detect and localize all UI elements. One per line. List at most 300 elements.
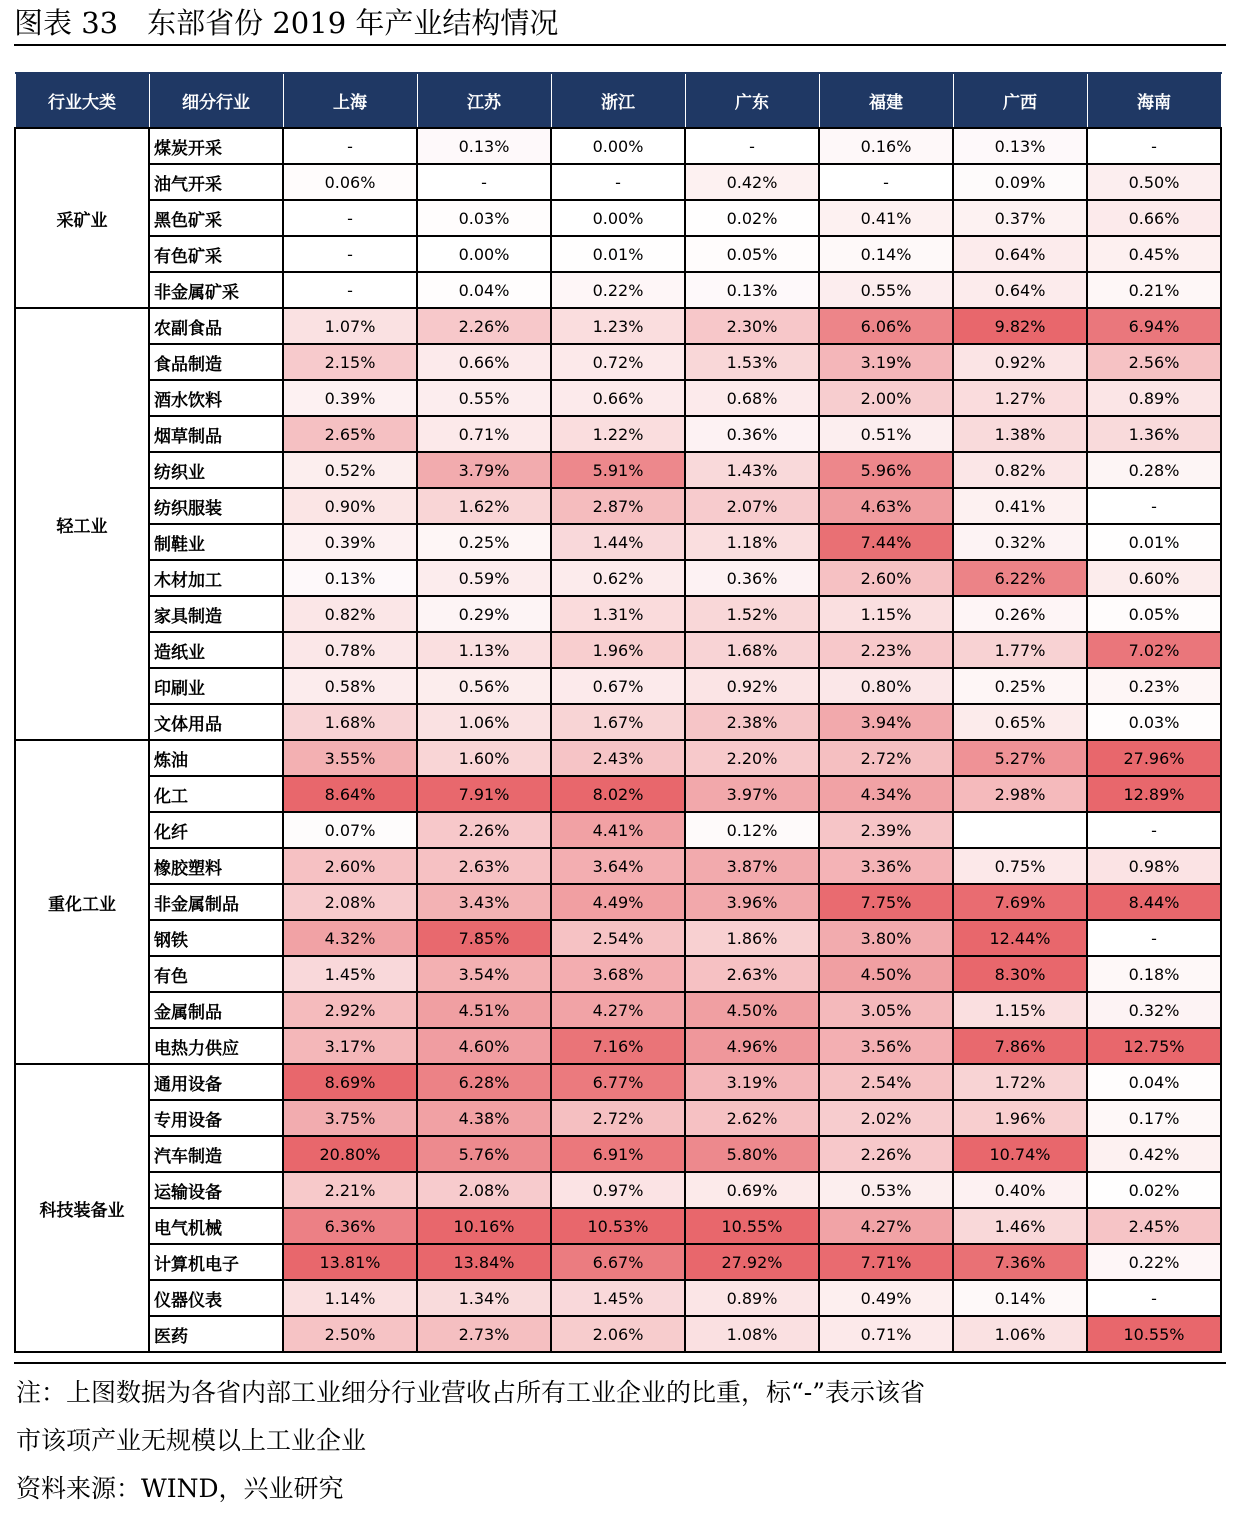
value-cell: 9.82% xyxy=(953,308,1087,344)
table-row xyxy=(15,848,1221,884)
sub-industry-cell: 汽车制造 xyxy=(149,1136,283,1172)
sub-industry-cell: 有色 xyxy=(149,956,283,992)
value-cell: 4.49% xyxy=(551,884,685,920)
value-cell: 0.92% xyxy=(685,668,819,704)
value-cell: 3.75% xyxy=(283,1100,417,1136)
industry-structure-table xyxy=(14,72,1222,1353)
header-cell: 细分行业 xyxy=(149,73,283,128)
value-cell: 6.36% xyxy=(283,1208,417,1244)
table-row xyxy=(15,740,1221,776)
value-cell: 0.07% xyxy=(283,812,417,848)
table-row xyxy=(15,272,1221,308)
value-cell: 1.77% xyxy=(953,632,1087,668)
value-cell: 0.65% xyxy=(953,704,1087,740)
value-cell: 2.98% xyxy=(953,776,1087,812)
header-cell: 海南 xyxy=(1087,73,1221,128)
value-cell: 0.53% xyxy=(819,1172,953,1208)
value-cell: 0.49% xyxy=(819,1280,953,1316)
value-cell: 2.26% xyxy=(417,812,551,848)
table-row xyxy=(15,200,1221,236)
value-cell: 7.44% xyxy=(819,524,953,560)
value-cell: 27.96% xyxy=(1087,740,1221,776)
table-row xyxy=(15,344,1221,380)
value-cell: 4.50% xyxy=(685,992,819,1028)
value-cell: 0.55% xyxy=(819,272,953,308)
value-cell: 0.62% xyxy=(551,560,685,596)
value-cell: 1.60% xyxy=(417,740,551,776)
value-cell: 0.00% xyxy=(551,128,685,164)
value-cell: 12.75% xyxy=(1087,1028,1221,1064)
value-cell: 0.12% xyxy=(685,812,819,848)
value-cell: 4.38% xyxy=(417,1100,551,1136)
value-cell: - xyxy=(685,128,819,164)
table-row xyxy=(15,1244,1221,1280)
table-row xyxy=(15,884,1221,920)
table-row xyxy=(15,1208,1221,1244)
value-cell: 0.64% xyxy=(953,272,1087,308)
value-cell: - xyxy=(283,236,417,272)
value-cell: 0.60% xyxy=(1087,560,1221,596)
value-cell: 7.86% xyxy=(953,1028,1087,1064)
value-cell: 4.32% xyxy=(283,920,417,956)
value-cell: 0.67% xyxy=(551,668,685,704)
sub-industry-cell: 电热力供应 xyxy=(149,1028,283,1064)
value-cell: 0.22% xyxy=(1087,1244,1221,1280)
value-cell: 5.27% xyxy=(953,740,1087,776)
value-cell: 10.16% xyxy=(417,1208,551,1244)
value-cell: 0.02% xyxy=(685,200,819,236)
value-cell: 5.76% xyxy=(417,1136,551,1172)
value-cell: 7.71% xyxy=(819,1244,953,1280)
value-cell: - xyxy=(1087,1280,1221,1316)
value-cell: 10.55% xyxy=(1087,1316,1221,1352)
sub-industry-cell: 家具制造 xyxy=(149,596,283,632)
value-cell: 1.18% xyxy=(685,524,819,560)
value-cell: 1.23% xyxy=(551,308,685,344)
value-cell: 8.02% xyxy=(551,776,685,812)
value-cell: 0.16% xyxy=(819,128,953,164)
value-cell: 2.73% xyxy=(417,1316,551,1352)
value-cell: 6.94% xyxy=(1087,308,1221,344)
value-cell: 0.66% xyxy=(1087,200,1221,236)
sub-industry-cell: 木材加工 xyxy=(149,560,283,596)
value-cell: 0.66% xyxy=(417,344,551,380)
value-cell: 6.28% xyxy=(417,1064,551,1100)
value-cell: 10.55% xyxy=(685,1208,819,1244)
value-cell: 0.51% xyxy=(819,416,953,452)
value-cell: 1.13% xyxy=(417,632,551,668)
sub-industry-cell: 造纸业 xyxy=(149,632,283,668)
table-row xyxy=(15,308,1221,344)
value-cell: 4.51% xyxy=(417,992,551,1028)
table-row xyxy=(15,488,1221,524)
value-cell: 4.34% xyxy=(819,776,953,812)
value-cell: 2.60% xyxy=(283,848,417,884)
value-cell: 0.59% xyxy=(417,560,551,596)
header-cell: 广东 xyxy=(685,73,819,128)
value-cell: 2.45% xyxy=(1087,1208,1221,1244)
value-cell: 7.16% xyxy=(551,1028,685,1064)
value-cell: 8.44% xyxy=(1087,884,1221,920)
header-cell: 广西 xyxy=(953,73,1087,128)
value-cell: 0.00% xyxy=(551,200,685,236)
value-cell: 3.96% xyxy=(685,884,819,920)
value-cell: 7.69% xyxy=(953,884,1087,920)
table-row xyxy=(15,560,1221,596)
title-divider xyxy=(14,44,1226,46)
value-cell: 8.69% xyxy=(283,1064,417,1100)
table-row xyxy=(15,236,1221,272)
table-row xyxy=(15,812,1221,848)
value-cell: 0.42% xyxy=(1087,1136,1221,1172)
sub-industry-cell: 纺织业 xyxy=(149,452,283,488)
table-row xyxy=(15,1028,1221,1064)
value-cell: 3.19% xyxy=(685,1064,819,1100)
sub-industry-cell: 文体用品 xyxy=(149,704,283,740)
value-cell: 10.53% xyxy=(551,1208,685,1244)
value-cell: 0.52% xyxy=(283,452,417,488)
value-cell: 6.06% xyxy=(819,308,953,344)
sub-industry-cell: 非金属制品 xyxy=(149,884,283,920)
value-cell: 1.53% xyxy=(685,344,819,380)
value-cell: 8.64% xyxy=(283,776,417,812)
value-cell: 2.08% xyxy=(417,1172,551,1208)
value-cell: 2.92% xyxy=(283,992,417,1028)
sub-industry-cell: 煤炭开采 xyxy=(149,128,283,164)
value-cell: 0.09% xyxy=(953,164,1087,200)
value-cell: 0.55% xyxy=(417,380,551,416)
sub-industry-cell: 油气开采 xyxy=(149,164,283,200)
value-cell: 0.04% xyxy=(417,272,551,308)
value-cell: 0.29% xyxy=(417,596,551,632)
sub-industry-cell: 制鞋业 xyxy=(149,524,283,560)
value-cell: 2.38% xyxy=(685,704,819,740)
value-cell: 2.72% xyxy=(819,740,953,776)
value-cell: 0.56% xyxy=(417,668,551,704)
table-row xyxy=(15,524,1221,560)
value-cell: 2.07% xyxy=(685,488,819,524)
sub-industry-cell: 烟草制品 xyxy=(149,416,283,452)
value-cell: 6.67% xyxy=(551,1244,685,1280)
value-cell: 0.05% xyxy=(685,236,819,272)
value-cell: 2.02% xyxy=(819,1100,953,1136)
value-cell: 7.36% xyxy=(953,1244,1087,1280)
value-cell: 7.91% xyxy=(417,776,551,812)
value-cell: 10.74% xyxy=(953,1136,1087,1172)
value-cell: 13.84% xyxy=(417,1244,551,1280)
value-cell: 3.68% xyxy=(551,956,685,992)
header-cell: 浙江 xyxy=(551,73,685,128)
table-row xyxy=(15,776,1221,812)
value-cell: 0.45% xyxy=(1087,236,1221,272)
value-cell: 2.15% xyxy=(283,344,417,380)
value-cell: 2.54% xyxy=(551,920,685,956)
table-row xyxy=(15,1280,1221,1316)
value-cell: 0.13% xyxy=(953,128,1087,164)
sub-industry-cell: 有色矿采 xyxy=(149,236,283,272)
table-header-row xyxy=(15,73,1221,128)
value-cell: 2.50% xyxy=(283,1316,417,1352)
note-line-1: 注：上图数据为各省内部工业细分行业营收占所有工业企业的比重，标“-”表示该省 xyxy=(16,1378,926,1407)
value-cell: 1.34% xyxy=(417,1280,551,1316)
sub-industry-cell: 金属制品 xyxy=(149,992,283,1028)
table-row xyxy=(15,164,1221,200)
table-body xyxy=(15,128,1221,1352)
value-cell: 0.02% xyxy=(1087,1172,1221,1208)
table-row xyxy=(15,416,1221,452)
header-cell: 福建 xyxy=(819,73,953,128)
value-cell: 0.36% xyxy=(685,560,819,596)
value-cell: 3.17% xyxy=(283,1028,417,1064)
value-cell: 1.46% xyxy=(953,1208,1087,1244)
value-cell: 5.80% xyxy=(685,1136,819,1172)
value-cell: 0.82% xyxy=(953,452,1087,488)
value-cell: 0.01% xyxy=(1087,524,1221,560)
value-cell: 1.36% xyxy=(1087,416,1221,452)
value-cell: 0.98% xyxy=(1087,848,1221,884)
value-cell: 1.08% xyxy=(685,1316,819,1352)
value-cell: 2.23% xyxy=(819,632,953,668)
value-cell: 4.60% xyxy=(417,1028,551,1064)
value-cell: 0.36% xyxy=(685,416,819,452)
value-cell: 2.08% xyxy=(283,884,417,920)
value-cell: 1.96% xyxy=(953,1100,1087,1136)
value-cell: 0.37% xyxy=(953,200,1087,236)
value-cell: 0.89% xyxy=(1087,380,1221,416)
value-cell: 0.06% xyxy=(283,164,417,200)
value-cell: 2.39% xyxy=(819,812,953,848)
value-cell: 1.31% xyxy=(551,596,685,632)
table-row xyxy=(15,1172,1221,1208)
value-cell: 2.43% xyxy=(551,740,685,776)
value-cell: 20.80% xyxy=(283,1136,417,1172)
value-cell: 1.27% xyxy=(953,380,1087,416)
value-cell: 2.06% xyxy=(551,1316,685,1352)
value-cell: 0.42% xyxy=(685,164,819,200)
value-cell: 0.72% xyxy=(551,344,685,380)
value-cell: 0.32% xyxy=(1087,992,1221,1028)
sub-industry-cell: 医药 xyxy=(149,1316,283,1352)
value-cell: 1.68% xyxy=(283,704,417,740)
value-cell: 0.58% xyxy=(283,668,417,704)
value-cell: 3.79% xyxy=(417,452,551,488)
value-cell: 1.52% xyxy=(685,596,819,632)
value-cell: 0.71% xyxy=(417,416,551,452)
value-cell: 3.94% xyxy=(819,704,953,740)
value-cell: 4.63% xyxy=(819,488,953,524)
note-line-2: 市该项产业无规模以上工业企业 xyxy=(16,1426,367,1455)
value-cell: 0.78% xyxy=(283,632,417,668)
value-cell: 2.87% xyxy=(551,488,685,524)
value-cell: 1.43% xyxy=(685,452,819,488)
sub-industry-cell: 纺织服装 xyxy=(149,488,283,524)
value-cell: 0.50% xyxy=(1087,164,1221,200)
value-cell: 1.96% xyxy=(551,632,685,668)
notes-divider xyxy=(14,1362,1226,1364)
value-cell: 0.82% xyxy=(283,596,417,632)
value-cell: 8.30% xyxy=(953,956,1087,992)
value-cell: 0.66% xyxy=(551,380,685,416)
value-cell: 2.72% xyxy=(551,1100,685,1136)
sub-industry-cell: 食品制造 xyxy=(149,344,283,380)
value-cell: 0.39% xyxy=(283,380,417,416)
value-cell: 27.92% xyxy=(685,1244,819,1280)
value-cell: 0.25% xyxy=(953,668,1087,704)
value-cell: 2.30% xyxy=(685,308,819,344)
value-cell: 6.91% xyxy=(551,1136,685,1172)
value-cell: 5.96% xyxy=(819,452,953,488)
sub-industry-cell: 印刷业 xyxy=(149,668,283,704)
header-cell: 行业大类 xyxy=(15,73,149,128)
value-cell: 0.22% xyxy=(551,272,685,308)
sub-industry-cell: 化纤 xyxy=(149,812,283,848)
value-cell: 3.54% xyxy=(417,956,551,992)
value-cell: 3.05% xyxy=(819,992,953,1028)
table-row xyxy=(15,452,1221,488)
sub-industry-cell: 通用设备 xyxy=(149,1064,283,1100)
value-cell: 2.26% xyxy=(417,308,551,344)
value-cell: 1.72% xyxy=(953,1064,1087,1100)
table-row xyxy=(15,704,1221,740)
value-cell: 0.75% xyxy=(953,848,1087,884)
value-cell: - xyxy=(1087,812,1221,848)
value-cell: 0.32% xyxy=(953,524,1087,560)
source-line: 资料来源：WIND，兴业研究 xyxy=(16,1474,344,1503)
value-cell: 0.21% xyxy=(1087,272,1221,308)
sub-industry-cell: 炼油 xyxy=(149,740,283,776)
sub-industry-cell: 计算机电子 xyxy=(149,1244,283,1280)
table-row xyxy=(15,920,1221,956)
sub-industry-cell: 农副食品 xyxy=(149,308,283,344)
value-cell: 4.27% xyxy=(819,1208,953,1244)
value-cell: 1.62% xyxy=(417,488,551,524)
table-row xyxy=(15,956,1221,992)
value-cell: 2.21% xyxy=(283,1172,417,1208)
value-cell: 0.05% xyxy=(1087,596,1221,632)
sub-industry-cell: 电气机械 xyxy=(149,1208,283,1244)
value-cell: 3.87% xyxy=(685,848,819,884)
value-cell: 6.77% xyxy=(551,1064,685,1100)
value-cell: 2.00% xyxy=(819,380,953,416)
table-row xyxy=(15,668,1221,704)
value-cell: 13.81% xyxy=(283,1244,417,1280)
value-cell: 3.64% xyxy=(551,848,685,884)
value-cell: 4.50% xyxy=(819,956,953,992)
value-cell: 1.06% xyxy=(953,1316,1087,1352)
value-cell: 3.97% xyxy=(685,776,819,812)
table-row xyxy=(15,380,1221,416)
sub-industry-cell: 黑色矿采 xyxy=(149,200,283,236)
value-cell: 3.36% xyxy=(819,848,953,884)
value-cell: 0.13% xyxy=(283,560,417,596)
value-cell: 2.63% xyxy=(685,956,819,992)
sub-industry-cell: 专用设备 xyxy=(149,1100,283,1136)
value-cell: 4.41% xyxy=(551,812,685,848)
table-row xyxy=(15,992,1221,1028)
value-cell: 0.13% xyxy=(685,272,819,308)
value-cell: - xyxy=(283,200,417,236)
sub-industry-cell: 钢铁 xyxy=(149,920,283,956)
value-cell: 0.41% xyxy=(819,200,953,236)
value-cell: - xyxy=(819,164,953,200)
header-cell: 上海 xyxy=(283,73,417,128)
sub-industry-cell: 仪器仪表 xyxy=(149,1280,283,1316)
value-cell: 1.45% xyxy=(283,956,417,992)
table-row xyxy=(15,596,1221,632)
value-cell: 1.22% xyxy=(551,416,685,452)
table-row xyxy=(15,128,1221,164)
value-cell: 6.22% xyxy=(953,560,1087,596)
sub-industry-cell: 化工 xyxy=(149,776,283,812)
value-cell: - xyxy=(283,272,417,308)
value-cell: 0.04% xyxy=(1087,1064,1221,1100)
value-cell: 2.26% xyxy=(819,1136,953,1172)
value-cell: 0.13% xyxy=(417,128,551,164)
value-cell: 1.67% xyxy=(551,704,685,740)
value-cell: 1.06% xyxy=(417,704,551,740)
value-cell: 5.91% xyxy=(551,452,685,488)
table-row xyxy=(15,632,1221,668)
value-cell: 0.25% xyxy=(417,524,551,560)
value-cell: 2.62% xyxy=(685,1100,819,1136)
value-cell: 1.07% xyxy=(283,308,417,344)
value-cell: - xyxy=(283,128,417,164)
value-cell: 0.14% xyxy=(953,1280,1087,1316)
value-cell: 1.15% xyxy=(953,992,1087,1028)
value-cell: 0.89% xyxy=(685,1280,819,1316)
value-cell: 0.40% xyxy=(953,1172,1087,1208)
value-cell: 7.02% xyxy=(1087,632,1221,668)
value-cell: 0.41% xyxy=(953,488,1087,524)
value-cell: 0.97% xyxy=(551,1172,685,1208)
value-cell: 0.71% xyxy=(819,1316,953,1352)
sub-industry-cell: 酒水饮料 xyxy=(149,380,283,416)
value-cell: 1.15% xyxy=(819,596,953,632)
value-cell: 3.43% xyxy=(417,884,551,920)
value-cell: 2.20% xyxy=(685,740,819,776)
value-cell: 0.01% xyxy=(551,236,685,272)
value-cell: 12.89% xyxy=(1087,776,1221,812)
value-cell: 3.55% xyxy=(283,740,417,776)
value-cell: 1.44% xyxy=(551,524,685,560)
category-cell: 轻工业 xyxy=(15,308,149,740)
value-cell: 0.14% xyxy=(819,236,953,272)
value-cell: 0.80% xyxy=(819,668,953,704)
value-cell: 3.19% xyxy=(819,344,953,380)
value-cell: 0.68% xyxy=(685,380,819,416)
sub-industry-cell: 橡胶塑料 xyxy=(149,848,283,884)
table-row xyxy=(15,1136,1221,1172)
value-cell: - xyxy=(1087,920,1221,956)
value-cell: 12.44% xyxy=(953,920,1087,956)
value-cell: - xyxy=(551,164,685,200)
table-row xyxy=(15,1064,1221,1100)
value-cell: 0.90% xyxy=(283,488,417,524)
sub-industry-cell: 非金属矿采 xyxy=(149,272,283,308)
value-cell: 4.27% xyxy=(551,992,685,1028)
value-cell: 0.00% xyxy=(417,236,551,272)
value-cell: - xyxy=(417,164,551,200)
value-cell: 2.60% xyxy=(819,560,953,596)
header-cell: 江苏 xyxy=(417,73,551,128)
value-cell: 1.14% xyxy=(283,1280,417,1316)
value-cell: 0.03% xyxy=(1087,704,1221,740)
value-cell: 1.38% xyxy=(953,416,1087,452)
value-cell: 1.45% xyxy=(551,1280,685,1316)
value-cell: 0.92% xyxy=(953,344,1087,380)
table-row xyxy=(15,1100,1221,1136)
value-cell: 0.64% xyxy=(953,236,1087,272)
